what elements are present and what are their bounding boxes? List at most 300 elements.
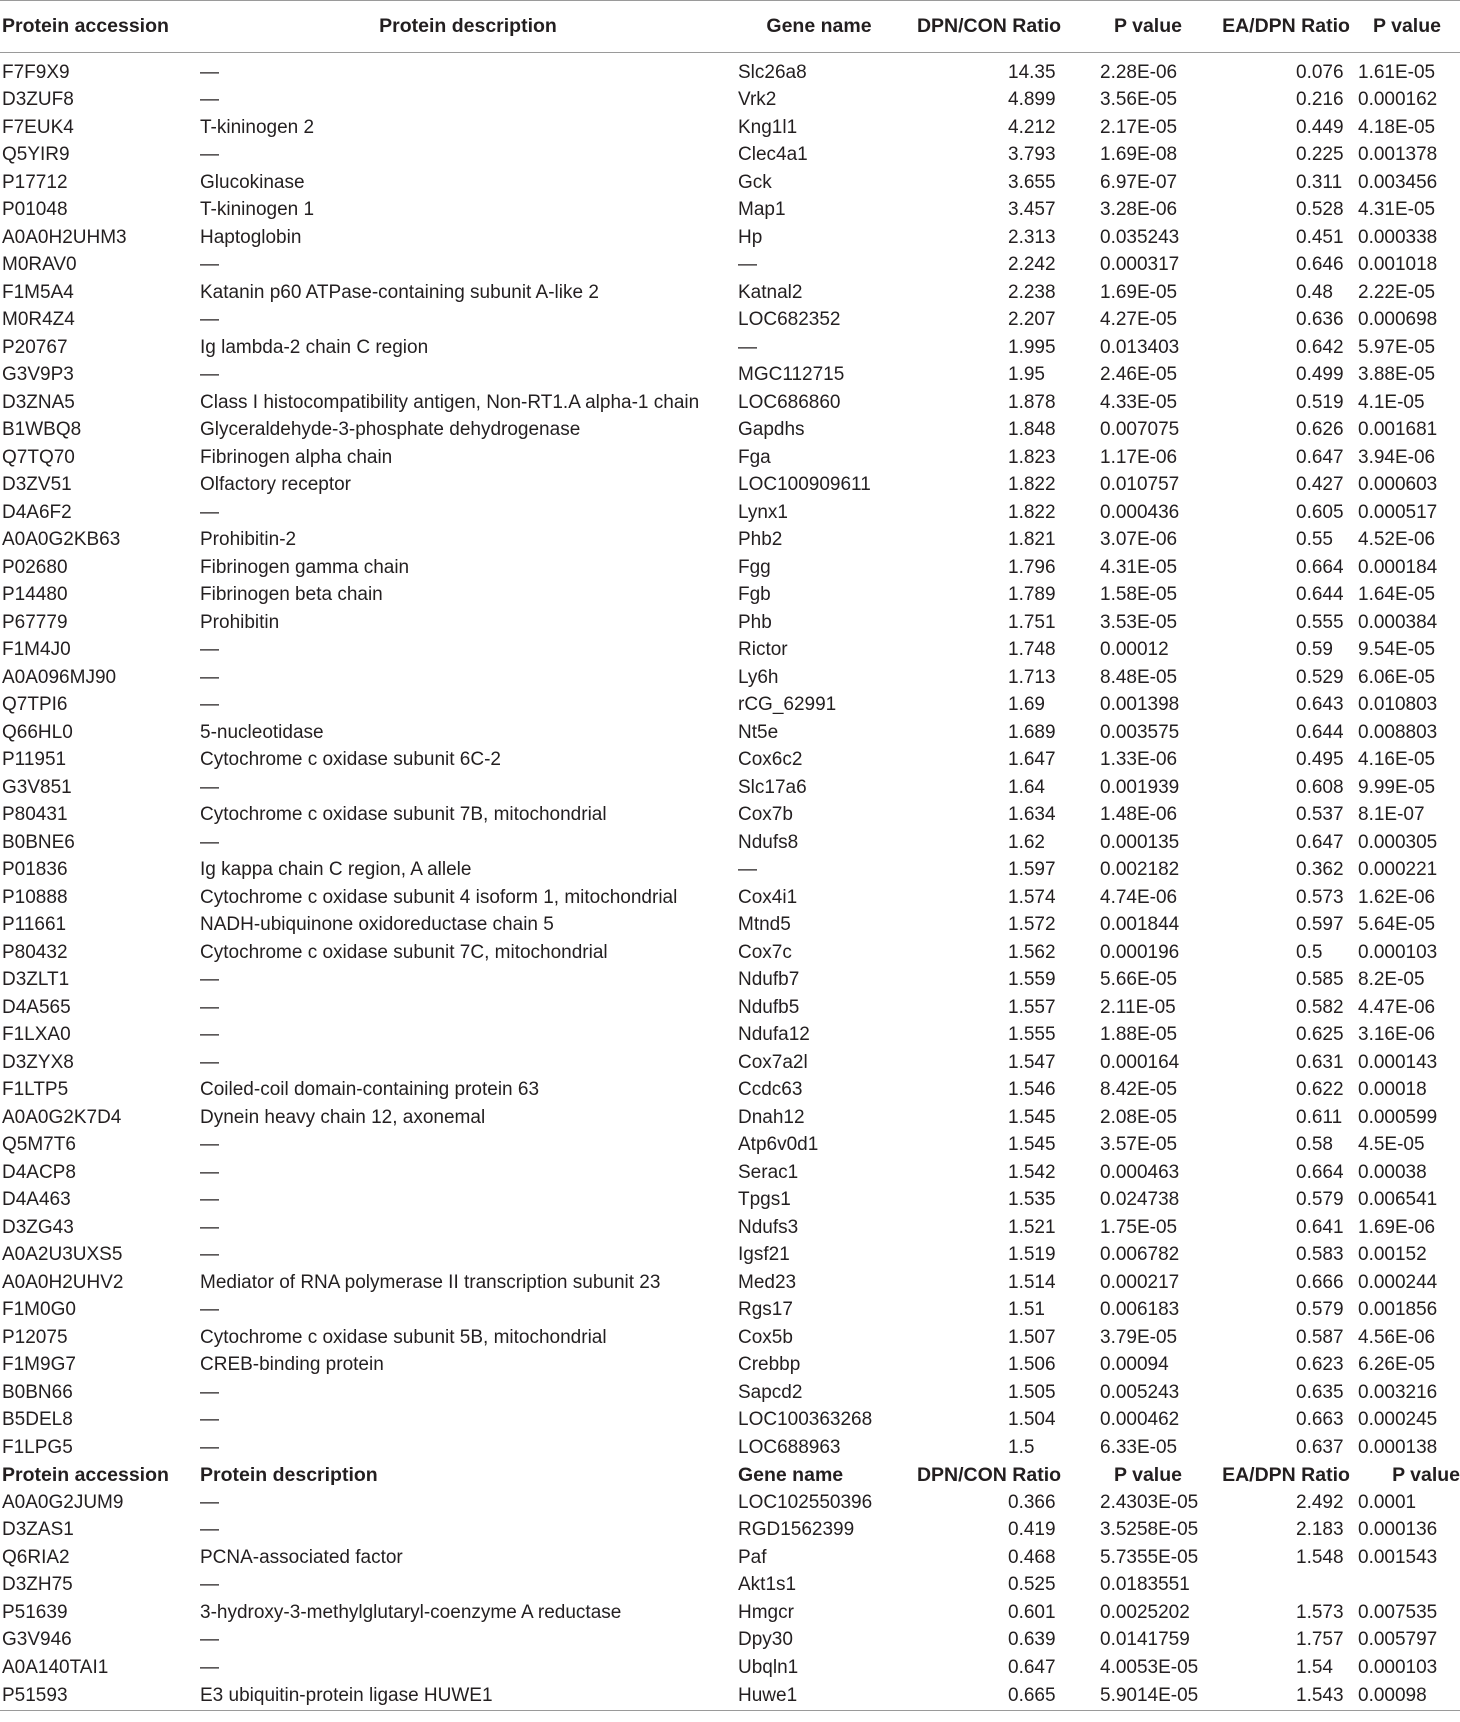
- cell-dpn-con-ratio: [900, 719, 1078, 747]
- cell-p-value-1-text: 1.48E-06: [1100, 804, 1178, 826]
- table-row: [0, 1489, 1460, 1517]
- cell-dpn-con-ratio: [900, 142, 1078, 170]
- cell-protein-accession: A0A0H2UHV2: [2, 1271, 124, 1293]
- cell-gene-name: Med23: [738, 1271, 797, 1293]
- cell-p-value-1-text: 0.0025202: [1100, 1601, 1190, 1623]
- cell-protein-accession: F1M9G7: [2, 1354, 76, 1376]
- table-row: [0, 994, 1460, 1022]
- cell-ea-dpn-ratio-text: 0.587: [1296, 1326, 1344, 1348]
- cell-protein-description: PCNA-associated factor: [200, 1546, 403, 1568]
- cell-p-value-2-text: 8.1E-07: [1358, 804, 1425, 826]
- cell-ea-dpn-ratio-text: 0.664: [1296, 556, 1344, 578]
- cell-p-value-1-text: 1.33E-06: [1100, 749, 1178, 771]
- table-row: [0, 939, 1460, 967]
- cell-dpn-con-ratio: [900, 1022, 1078, 1050]
- cell-dpn-con-ratio-text: 1.823: [1008, 446, 1056, 468]
- cell-dpn-con-ratio: [900, 1517, 1078, 1545]
- cell-dpn-con-ratio-text: 1.51: [1008, 1299, 1045, 1321]
- cell-ea-dpn-ratio-text: 0.216: [1296, 89, 1344, 111]
- cell-dpn-con-ratio: [900, 747, 1078, 775]
- cell-protein-accession: M0R4Z4: [2, 309, 75, 331]
- cell-protein-accession: A0A0H2UHM3: [2, 226, 127, 248]
- cell-ea-dpn-ratio-text: 0.362: [1296, 859, 1344, 881]
- cell-dpn-con-ratio: [900, 1049, 1078, 1077]
- cell-protein-accession: F7EUK4: [2, 116, 74, 138]
- cell-dpn-con-ratio-text: 1.559: [1008, 969, 1056, 991]
- cell-p-value-1-text: 0.006782: [1100, 1244, 1180, 1266]
- cell-protein-description: —: [200, 1024, 219, 1046]
- cell-dpn-con-ratio: [900, 1104, 1078, 1132]
- cell-dpn-con-ratio-text: 1.547: [1008, 1051, 1056, 1073]
- cell-ea-dpn-ratio: [1218, 307, 1354, 335]
- cell-dpn-con-ratio: [900, 994, 1078, 1022]
- cell-dpn-con-ratio-text: 1.504: [1008, 1409, 1056, 1431]
- cell-dpn-con-ratio-text: 1.562: [1008, 941, 1056, 963]
- cell-gene-name: —: [738, 254, 757, 276]
- cell-ea-dpn-ratio: [1218, 1159, 1354, 1187]
- cell-protein-accession: D3ZH75: [2, 1574, 73, 1596]
- table-row: [0, 362, 1460, 390]
- cell-protein-description: Ig lambda-2 chain C region: [200, 336, 429, 358]
- cell-gene-name: LOC686860: [738, 391, 841, 413]
- cell-ea-dpn-ratio-text: 0.537: [1296, 804, 1344, 826]
- cell-p-value-1: [1078, 527, 1218, 555]
- cell-p-value-1-text: 0.003575: [1100, 721, 1180, 743]
- cell-p-value-1: [1078, 1682, 1218, 1711]
- cell-p-value-2-text: 0.00098: [1358, 1684, 1427, 1706]
- cell-protein-description: —: [200, 1189, 219, 1211]
- cell-p-value-1-text: 0.000436: [1100, 501, 1180, 523]
- table-row: [0, 1682, 1460, 1711]
- cell-gene-name: Lynx1: [738, 501, 788, 523]
- cell-p-value-2-text: 3.88E-05: [1358, 364, 1436, 386]
- cell-p-value-1: [1078, 1434, 1218, 1462]
- cell-dpn-con-ratio-text: 1.542: [1008, 1161, 1056, 1183]
- cell-ea-dpn-ratio: [1218, 1654, 1354, 1682]
- cell-dpn-con-ratio: [900, 1242, 1078, 1270]
- cell-protein-accession: P80431: [2, 804, 68, 826]
- cell-ea-dpn-ratio-text: 1.548: [1296, 1546, 1344, 1568]
- cell-protein-accession: Q5YIR9: [2, 144, 70, 166]
- cell-ea-dpn-ratio-text: 0.55: [1296, 529, 1333, 551]
- cell-dpn-con-ratio: [900, 664, 1078, 692]
- cell-p-value-2: [1354, 1682, 1460, 1711]
- cell-protein-description: Cytochrome c oxidase subunit 7C, mitochondrial: [200, 941, 608, 963]
- cell-dpn-con-ratio: [900, 1077, 1078, 1105]
- cell-gene-name: Huwe1: [738, 1682, 900, 1711]
- cell-p-value-2-text: 1.64E-05: [1358, 584, 1436, 606]
- cell-p-value-1-text: 0.005243: [1100, 1381, 1180, 1403]
- cell-protein-description: E3 ubiquitin-protein ligase HUWE1: [198, 1682, 738, 1711]
- cell-p-value-2-text: 6.06E-05: [1358, 666, 1436, 688]
- cell-dpn-con-ratio: [900, 444, 1078, 472]
- cell-gene-name: Phb2: [738, 529, 783, 551]
- cell-protein-accession: Q7TPI6: [2, 694, 68, 716]
- table-row: [0, 1544, 1460, 1572]
- cell-p-value-2: [1354, 692, 1460, 720]
- cell-p-value-2-text: 0.005797: [1358, 1629, 1438, 1651]
- cell-gene-name: Fgg: [738, 556, 771, 578]
- cell-p-value-1-text: 0.006183: [1100, 1299, 1180, 1321]
- cell-p-value-1-text: 5.66E-05: [1100, 969, 1178, 991]
- cell-protein-description: —: [200, 501, 219, 523]
- cell-dpn-con-ratio-text: 14.35: [1008, 61, 1056, 83]
- cell-p-value-2-text: 0.000603: [1358, 474, 1438, 496]
- cell-p-value-1: [1078, 499, 1218, 527]
- table-row: [0, 1049, 1460, 1077]
- cell-protein-accession: D3ZG43: [2, 1216, 74, 1238]
- section-header-ea-dpn-ratio: EA/DPN Ratio: [1222, 1463, 1350, 1486]
- cell-p-value-2: [1354, 389, 1460, 417]
- cell-protein-description: —: [200, 1161, 219, 1183]
- cell-p-value-2: [1354, 719, 1460, 747]
- cell-p-value-1-text: 0.035243: [1100, 226, 1180, 248]
- cell-dpn-con-ratio-text: 1.514: [1008, 1271, 1056, 1293]
- cell-protein-accession: F1M5A4: [2, 281, 74, 303]
- cell-dpn-con-ratio-text: 1.95: [1008, 364, 1045, 386]
- cell-p-value-1-text: 0.001939: [1100, 776, 1180, 798]
- cell-p-value-2-text: 5.97E-05: [1358, 336, 1436, 358]
- cell-dpn-con-ratio: [900, 1159, 1078, 1187]
- cell-dpn-con-ratio: [900, 362, 1078, 390]
- cell-p-value-2: [1354, 1049, 1460, 1077]
- table-row: [0, 224, 1460, 252]
- cell-dpn-con-ratio: [900, 1434, 1078, 1462]
- cell-p-value-2: [1354, 609, 1460, 637]
- cell-gene-name: —: [738, 336, 757, 358]
- cell-p-value-2-text: 0.000305: [1358, 831, 1438, 853]
- cell-protein-description: —: [200, 1491, 219, 1513]
- cell-protein-accession: P51593: [0, 1682, 198, 1711]
- cell-ea-dpn-ratio-text: 0.623: [1296, 1354, 1344, 1376]
- cell-p-value-1-text: 6.33E-05: [1100, 1436, 1178, 1458]
- cell-ea-dpn-ratio-text: 0.579: [1296, 1299, 1344, 1321]
- cell-p-value-1-text: 8.42E-05: [1100, 1079, 1178, 1101]
- table-row: [0, 307, 1460, 335]
- cell-dpn-con-ratio: [900, 582, 1078, 610]
- cell-ea-dpn-ratio-text: 0.636: [1296, 309, 1344, 331]
- cell-dpn-con-ratio-text: 1.555: [1008, 1024, 1056, 1046]
- cell-dpn-con-ratio-text: 1.647: [1008, 749, 1056, 771]
- cell-dpn-con-ratio: [900, 417, 1078, 445]
- cell-p-value-2: [1354, 1324, 1460, 1352]
- cell-dpn-con-ratio-text: 0.665: [1008, 1684, 1056, 1706]
- cell-p-value-1-text: 3.57E-05: [1100, 1134, 1178, 1156]
- cell-p-value-2: [1354, 1022, 1460, 1050]
- cell-gene-name: Clec4a1: [738, 144, 808, 166]
- cell-dpn-con-ratio-text: 3.457: [1008, 199, 1056, 221]
- table-row: [0, 1324, 1460, 1352]
- cell-ea-dpn-ratio: [1218, 1489, 1354, 1517]
- cell-p-value-1: [1078, 1352, 1218, 1380]
- cell-ea-dpn-ratio: [1218, 114, 1354, 142]
- cell-dpn-con-ratio-text: 1.822: [1008, 474, 1056, 496]
- cell-dpn-con-ratio: [900, 279, 1078, 307]
- cell-gene-name: Slc26a8: [738, 61, 807, 83]
- cell-ea-dpn-ratio: [1218, 279, 1354, 307]
- cell-protein-accession: P14480: [2, 584, 68, 606]
- cell-p-value-1-text: 0.000164: [1100, 1051, 1180, 1073]
- cell-gene-name: Slc17a6: [738, 776, 807, 798]
- cell-gene-name: Igsf21: [738, 1244, 790, 1266]
- cell-dpn-con-ratio-text: 0.639: [1008, 1629, 1056, 1651]
- cell-protein-description: —: [200, 694, 219, 716]
- cell-dpn-con-ratio-text: 1.519: [1008, 1244, 1056, 1266]
- cell-ea-dpn-ratio: [1218, 1407, 1354, 1435]
- cell-p-value-1-text: 0.000462: [1100, 1409, 1180, 1431]
- cell-p-value-1-text: 2.46E-05: [1100, 364, 1178, 386]
- cell-p-value-2-text: 9.99E-05: [1358, 776, 1436, 798]
- cell-ea-dpn-ratio-text: 0.605: [1296, 501, 1344, 523]
- cell-p-value-2-text: 0.001018: [1358, 254, 1438, 276]
- cell-p-value-1: [1078, 59, 1218, 87]
- cell-p-value-2: [1354, 637, 1460, 665]
- cell-p-value-1-text: 0.013403: [1100, 336, 1180, 358]
- cell-dpn-con-ratio-text: 1.521: [1008, 1216, 1056, 1238]
- table-row: [0, 664, 1460, 692]
- cell-gene-name: Cox4i1: [738, 886, 798, 908]
- cell-dpn-con-ratio-text: 0.419: [1008, 1519, 1056, 1541]
- cell-protein-description: —: [200, 996, 219, 1018]
- cell-p-value-1: [1078, 1517, 1218, 1545]
- cell-ea-dpn-ratio: [1218, 1104, 1354, 1132]
- cell-p-value-2: [1354, 252, 1460, 280]
- cell-dpn-con-ratio-text: 2.242: [1008, 254, 1056, 276]
- cell-protein-accession: P51639: [2, 1601, 68, 1623]
- cell-dpn-con-ratio-text: 1.546: [1008, 1079, 1056, 1101]
- cell-p-value-1-text: 1.69E-08: [1100, 144, 1178, 166]
- cell-p-value-1-text: 3.53E-05: [1100, 611, 1178, 633]
- cell-p-value-1: [1078, 1297, 1218, 1325]
- cell-protein-accession: F1LTP5: [2, 1079, 69, 1101]
- header-p-value-1: P value: [1078, 1, 1218, 53]
- cell-p-value-1: [1078, 417, 1218, 445]
- cell-p-value-2: [1354, 472, 1460, 500]
- cell-p-value-1-text: 0.007075: [1100, 419, 1180, 441]
- cell-ea-dpn-ratio: [1218, 444, 1354, 472]
- cell-p-value-2: [1354, 1297, 1460, 1325]
- cell-p-value-2: [1354, 1434, 1460, 1462]
- cell-gene-name: Ccdc63: [738, 1079, 803, 1101]
- cell-p-value-1-text: 5.7355E-05: [1100, 1546, 1199, 1568]
- cell-p-value-1: [1078, 1022, 1218, 1050]
- cell-gene-name: Crebbp: [738, 1354, 801, 1376]
- table-row: [0, 1434, 1460, 1462]
- cell-p-value-1-text: 2.4303E-05: [1100, 1491, 1199, 1513]
- cell-p-value-2-text: 0.00152: [1358, 1244, 1427, 1266]
- cell-protein-accession: D3ZUF8: [2, 89, 74, 111]
- cell-p-value-1-text: 0.000317: [1100, 254, 1180, 276]
- cell-p-value-2-text: 5.64E-05: [1358, 914, 1436, 936]
- cell-gene-name: Sapcd2: [738, 1381, 803, 1403]
- cell-p-value-1: [1078, 1187, 1218, 1215]
- section-header-row: [0, 1462, 1460, 1490]
- cell-p-value-2: [1354, 1242, 1460, 1270]
- table-row: [0, 747, 1460, 775]
- cell-p-value-2: [1354, 747, 1460, 775]
- cell-p-value-1: [1078, 1104, 1218, 1132]
- header-protein-description: Protein description: [198, 1, 738, 53]
- cell-protein-description: Coiled-coil domain-containing protein 63: [200, 1079, 540, 1101]
- table-row: [0, 802, 1460, 830]
- cell-protein-description: —: [200, 1381, 219, 1403]
- cell-dpn-con-ratio-text: 1.545: [1008, 1106, 1056, 1128]
- table-row: [0, 334, 1460, 362]
- cell-dpn-con-ratio-text: 3.793: [1008, 144, 1056, 166]
- cell-dpn-con-ratio: [900, 1324, 1078, 1352]
- cell-protein-description: —: [200, 89, 219, 111]
- cell-ea-dpn-ratio: [1218, 609, 1354, 637]
- cell-dpn-con-ratio-text: 1.535: [1008, 1189, 1056, 1211]
- cell-gene-name: Paf: [738, 1546, 767, 1568]
- cell-ea-dpn-ratio: [1218, 252, 1354, 280]
- cell-gene-name: Phb: [738, 611, 772, 633]
- cell-p-value-2-text: 4.5E-05: [1358, 1134, 1425, 1156]
- cell-ea-dpn-ratio: [1218, 829, 1354, 857]
- cell-protein-accession: P11661: [2, 914, 67, 936]
- cell-ea-dpn-ratio: [1218, 472, 1354, 500]
- cell-p-value-1-text: 2.08E-05: [1100, 1106, 1178, 1128]
- cell-p-value-1-text: 8.48E-05: [1100, 666, 1178, 688]
- cell-dpn-con-ratio-text: 1.506: [1008, 1354, 1056, 1376]
- cell-p-value-1: [1078, 444, 1218, 472]
- cell-dpn-con-ratio: [900, 1654, 1078, 1682]
- cell-ea-dpn-ratio-text: 1.543: [1296, 1684, 1344, 1706]
- cell-p-value-2-text: 4.52E-06: [1358, 529, 1436, 551]
- cell-gene-name: Tpgs1: [738, 1189, 791, 1211]
- cell-ea-dpn-ratio: [1218, 1214, 1354, 1242]
- cell-ea-dpn-ratio: [1218, 1187, 1354, 1215]
- cell-dpn-con-ratio-text: 3.655: [1008, 171, 1056, 193]
- table-row: [0, 59, 1460, 87]
- cell-protein-accession: P20767: [2, 336, 68, 358]
- cell-protein-accession: P80432: [2, 941, 68, 963]
- cell-ea-dpn-ratio: [1218, 637, 1354, 665]
- cell-ea-dpn-ratio: [1218, 142, 1354, 170]
- cell-gene-name: Ndufb7: [738, 969, 800, 991]
- cell-p-value-1: [1078, 1269, 1218, 1297]
- cell-ea-dpn-ratio: [1218, 939, 1354, 967]
- cell-gene-name: RGD1562399: [738, 1519, 855, 1541]
- cell-dpn-con-ratio: [900, 1352, 1078, 1380]
- cell-p-value-1: [1078, 389, 1218, 417]
- cell-protein-accession: Q6RIA2: [2, 1546, 70, 1568]
- cell-p-value-2: [1354, 1352, 1460, 1380]
- cell-ea-dpn-ratio: [1218, 582, 1354, 610]
- cell-protein-description: CREB-binding protein: [200, 1354, 384, 1376]
- cell-protein-accession: F1LXA0: [2, 1024, 71, 1046]
- cell-ea-dpn-ratio: [1218, 224, 1354, 252]
- cell-p-value-1-text: 6.97E-07: [1100, 171, 1178, 193]
- cell-p-value-1: [1078, 1379, 1218, 1407]
- table-row: [0, 1242, 1460, 1270]
- cell-gene-name: Ubqln1: [738, 1656, 799, 1678]
- cell-ea-dpn-ratio: [1218, 994, 1354, 1022]
- cell-dpn-con-ratio: [900, 389, 1078, 417]
- cell-ea-dpn-ratio-text: 0.631: [1296, 1051, 1344, 1073]
- cell-dpn-con-ratio: [900, 609, 1078, 637]
- cell-ea-dpn-ratio-text: 0.555: [1296, 611, 1344, 633]
- cell-p-value-1-text: 0.000463: [1100, 1161, 1180, 1183]
- cell-p-value-1: [1078, 967, 1218, 995]
- cell-p-value-1-text: 1.75E-05: [1100, 1216, 1178, 1238]
- cell-ea-dpn-ratio-text: 0.626: [1296, 419, 1344, 441]
- cell-p-value-2-text: 0.008803: [1358, 721, 1438, 743]
- cell-protein-description: —: [200, 639, 219, 661]
- cell-p-value-1: [1078, 1407, 1218, 1435]
- cell-ea-dpn-ratio: [1218, 1352, 1354, 1380]
- cell-protein-description: Ig kappa chain C region, A allele: [200, 859, 472, 881]
- cell-gene-name: Kng1l1: [738, 116, 798, 138]
- cell-p-value-2-text: 8.2E-05: [1358, 969, 1425, 991]
- cell-p-value-2-text: 0.000338: [1358, 226, 1438, 248]
- cell-p-value-1-text: 0.000135: [1100, 831, 1180, 853]
- cell-ea-dpn-ratio: [1218, 1599, 1354, 1627]
- header-dpn-con-ratio: DPN/CON Ratio: [900, 1, 1078, 53]
- cell-protein-accession: G3V946: [2, 1629, 72, 1651]
- table-row: [0, 1132, 1460, 1160]
- cell-p-value-1: [1078, 1077, 1218, 1105]
- cell-protein-description: Fibrinogen alpha chain: [200, 446, 393, 468]
- cell-p-value-1: [1078, 829, 1218, 857]
- cell-p-value-1: [1078, 1214, 1218, 1242]
- cell-ea-dpn-ratio: [1218, 857, 1354, 885]
- cell-p-value-2: [1354, 829, 1460, 857]
- cell-dpn-con-ratio-text: 1.62: [1008, 831, 1045, 853]
- cell-ea-dpn-ratio-text: 0.666: [1296, 1271, 1344, 1293]
- cell-p-value-2-text: 2.22E-05: [1358, 281, 1436, 303]
- cell-ea-dpn-ratio-text: 2.183: [1296, 1519, 1344, 1541]
- cell-ea-dpn-ratio-text: 0.582: [1296, 996, 1344, 1018]
- cell-p-value-2: [1354, 1379, 1460, 1407]
- cell-p-value-1-text: 3.79E-05: [1100, 1326, 1178, 1348]
- cell-dpn-con-ratio-text: 2.207: [1008, 309, 1056, 331]
- cell-p-value-1: [1078, 802, 1218, 830]
- cell-dpn-con-ratio-text: 1.821: [1008, 529, 1056, 551]
- cell-dpn-con-ratio: [900, 802, 1078, 830]
- cell-p-value-2: [1354, 582, 1460, 610]
- cell-ea-dpn-ratio: [1218, 499, 1354, 527]
- cell-p-value-2: [1354, 334, 1460, 362]
- cell-p-value-2: [1354, 362, 1460, 390]
- cell-p-value-1: [1078, 307, 1218, 335]
- cell-p-value-1-text: 1.58E-05: [1100, 584, 1178, 606]
- table-row: [0, 1379, 1460, 1407]
- cell-p-value-1-text: 0.00094: [1100, 1354, 1169, 1376]
- table-row: [0, 1159, 1460, 1187]
- cell-ea-dpn-ratio-text: 0.5: [1296, 941, 1323, 963]
- cell-gene-name: Serac1: [738, 1161, 799, 1183]
- cell-ea-dpn-ratio: [1218, 1297, 1354, 1325]
- cell-p-value-1: [1078, 114, 1218, 142]
- cell-p-value-2-text: 0.000184: [1358, 556, 1438, 578]
- cell-protein-accession: B5DEL8: [2, 1409, 73, 1431]
- table-row: [0, 719, 1460, 747]
- cell-protein-accession: D4ACP8: [2, 1161, 76, 1183]
- table-row: [0, 692, 1460, 720]
- table-row: [0, 857, 1460, 885]
- cell-ea-dpn-ratio: [1218, 59, 1354, 87]
- cell-p-value-2-text: 0.000698: [1358, 309, 1438, 331]
- table-row: [0, 1269, 1460, 1297]
- cell-protein-description: —: [200, 1134, 219, 1156]
- table-row: [0, 1654, 1460, 1682]
- cell-protein-accession: B1WBQ8: [2, 419, 82, 441]
- cell-p-value-1: [1078, 1489, 1218, 1517]
- cell-ea-dpn-ratio-text: 0.597: [1296, 914, 1344, 936]
- cell-protein-description: Glucokinase: [200, 171, 305, 193]
- cell-p-value-1: [1078, 142, 1218, 170]
